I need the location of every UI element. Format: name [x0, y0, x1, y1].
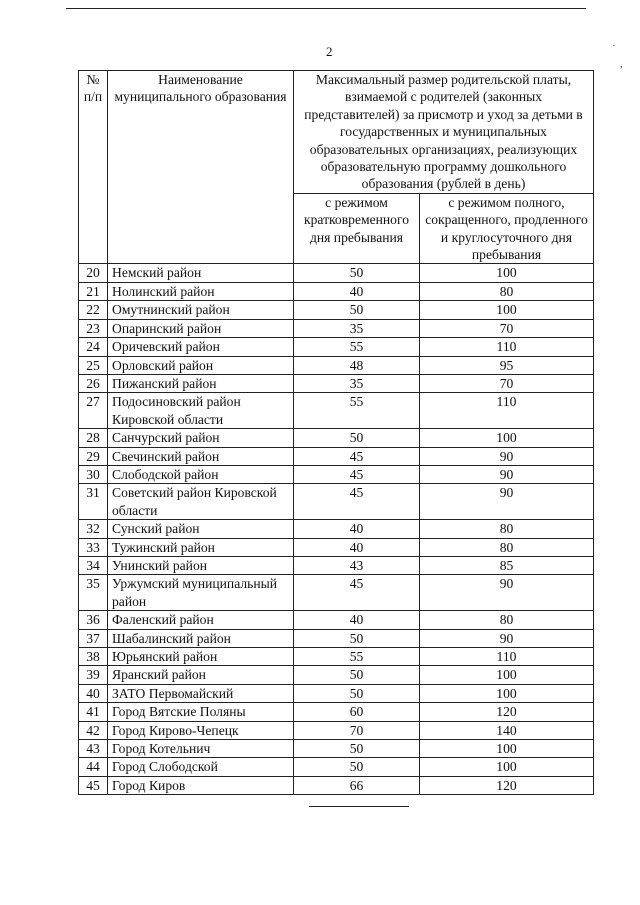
bottom-rule [309, 806, 409, 807]
table-row [79, 465, 594, 483]
full-stay-fee: 100 [420, 429, 594, 447]
table-row [79, 776, 594, 794]
page-number: 2 [326, 44, 333, 59]
district-name: Советский район Кировской области [108, 484, 294, 520]
short-stay-fee: 45 [294, 447, 420, 465]
district-name: Унинский район [108, 556, 294, 574]
table-row [79, 721, 594, 739]
row-number: 27 [79, 393, 108, 429]
full-stay-fee: 90 [420, 575, 594, 611]
short-stay-fee: 45 [294, 575, 420, 611]
row-number: 38 [79, 648, 108, 666]
full-stay-fee: 70 [420, 374, 594, 392]
table-row [79, 282, 594, 300]
fee-table [78, 70, 594, 795]
full-stay-fee: 90 [420, 447, 594, 465]
row-number: 26 [79, 374, 108, 392]
district-name: Город Слободской [108, 758, 294, 776]
short-stay-fee: 55 [294, 648, 420, 666]
short-stay-fee: 66 [294, 776, 420, 794]
row-number: 44 [79, 758, 108, 776]
row-number: 34 [79, 556, 108, 574]
row-number: 28 [79, 429, 108, 447]
district-name: Подосиновский район Кировской области [108, 393, 294, 429]
district-name: Юрьянский район [108, 648, 294, 666]
table-row [79, 556, 594, 574]
table-row [79, 758, 594, 776]
row-number: 29 [79, 447, 108, 465]
district-name: Оричевский район [108, 338, 294, 356]
short-stay-fee: 45 [294, 465, 420, 483]
header-full-stay: с режимом полного, сокращенного, продленного и круглосуточного дня пребывания [420, 193, 594, 264]
short-stay-fee: 70 [294, 721, 420, 739]
scan-mark: , [620, 58, 623, 70]
row-number: 32 [79, 520, 108, 538]
short-stay-fee: 60 [294, 703, 420, 721]
full-stay-fee: 100 [420, 740, 594, 758]
table-row [79, 338, 594, 356]
district-name: Санчурский район [108, 429, 294, 447]
short-stay-fee: 55 [294, 393, 420, 429]
full-stay-fee: 90 [420, 484, 594, 520]
row-number: 20 [79, 264, 108, 282]
short-stay-fee: 40 [294, 520, 420, 538]
full-stay-fee: 110 [420, 393, 594, 429]
district-name: Свечинский район [108, 447, 294, 465]
district-name: Шабалинский район [108, 629, 294, 647]
full-stay-fee: 100 [420, 264, 594, 282]
full-stay-fee: 120 [420, 703, 594, 721]
full-stay-fee: 90 [420, 629, 594, 647]
table-row [79, 484, 594, 520]
short-stay-fee: 40 [294, 282, 420, 300]
district-name: Город Вятские Поляны [108, 703, 294, 721]
short-stay-fee: 50 [294, 301, 420, 319]
header-fee: Максимальный размер родительской платы, взимаемой с родителей (законных представителей) за присмотр и уход за детьми в государственных и муниципальных образовательных организациях, реализующих образовательную программу дошкольного образования (рублей в день) [294, 71, 594, 194]
row-number: 33 [79, 538, 108, 556]
short-stay-fee: 50 [294, 684, 420, 702]
district-name: Слободской район [108, 465, 294, 483]
district-name: Нолинский район [108, 282, 294, 300]
row-number: 35 [79, 575, 108, 611]
district-name: Яранский район [108, 666, 294, 684]
short-stay-fee: 35 [294, 374, 420, 392]
row-number: 36 [79, 611, 108, 629]
header-name: Наименование муниципального образования [108, 71, 294, 264]
full-stay-fee: 80 [420, 538, 594, 556]
table-row [79, 319, 594, 337]
table-row [79, 611, 594, 629]
short-stay-fee: 50 [294, 264, 420, 282]
table-row [79, 374, 594, 392]
table-row [79, 538, 594, 556]
short-stay-fee: 45 [294, 484, 420, 520]
short-stay-fee: 50 [294, 629, 420, 647]
row-number: 45 [79, 776, 108, 794]
full-stay-fee: 100 [420, 666, 594, 684]
table-row [79, 684, 594, 702]
full-stay-fee: 120 [420, 776, 594, 794]
table-row [79, 629, 594, 647]
table-row [79, 666, 594, 684]
header-short-stay: с режимом кратковременного дня пребывания [294, 193, 420, 264]
full-stay-fee: 95 [420, 356, 594, 374]
full-stay-fee: 110 [420, 648, 594, 666]
short-stay-fee: 50 [294, 429, 420, 447]
row-number: 37 [79, 629, 108, 647]
full-stay-fee: 85 [420, 556, 594, 574]
district-name: Пижанский район [108, 374, 294, 392]
district-name: ЗАТО Первомайский [108, 684, 294, 702]
district-name: Город Кирово-Чепецк [108, 721, 294, 739]
district-name: Опаринский район [108, 319, 294, 337]
full-stay-fee: 80 [420, 282, 594, 300]
district-name: Город Киров [108, 776, 294, 794]
full-stay-fee: 140 [420, 721, 594, 739]
full-stay-fee: 80 [420, 611, 594, 629]
table-row [79, 740, 594, 758]
full-stay-fee: 80 [420, 520, 594, 538]
table-row [79, 520, 594, 538]
table-row [79, 575, 594, 611]
short-stay-fee: 50 [294, 758, 420, 776]
table-row [79, 264, 594, 282]
full-stay-fee: 100 [420, 301, 594, 319]
row-number: 31 [79, 484, 108, 520]
district-name: Уржумский муниципальный район [108, 575, 294, 611]
full-stay-fee: 90 [420, 465, 594, 483]
table-row [79, 393, 594, 429]
short-stay-fee: 40 [294, 611, 420, 629]
full-stay-fee: 100 [420, 684, 594, 702]
district-name: Город Котельнич [108, 740, 294, 758]
row-number: 40 [79, 684, 108, 702]
row-number: 23 [79, 319, 108, 337]
scan-mark: · [612, 40, 616, 52]
short-stay-fee: 48 [294, 356, 420, 374]
header-num: № п/п [79, 71, 108, 264]
row-number: 25 [79, 356, 108, 374]
row-number: 42 [79, 721, 108, 739]
row-number: 41 [79, 703, 108, 721]
row-number: 30 [79, 465, 108, 483]
short-stay-fee: 50 [294, 666, 420, 684]
district-name: Сунский район [108, 520, 294, 538]
full-stay-fee: 110 [420, 338, 594, 356]
short-stay-fee: 50 [294, 740, 420, 758]
table-row [79, 356, 594, 374]
district-name: Омутнинский район [108, 301, 294, 319]
row-number: 43 [79, 740, 108, 758]
row-number: 21 [79, 282, 108, 300]
table-row [79, 429, 594, 447]
district-name: Немский район [108, 264, 294, 282]
full-stay-fee: 100 [420, 758, 594, 776]
short-stay-fee: 55 [294, 338, 420, 356]
short-stay-fee: 35 [294, 319, 420, 337]
row-number: 39 [79, 666, 108, 684]
full-stay-fee: 70 [420, 319, 594, 337]
table-row [79, 648, 594, 666]
row-number: 22 [79, 301, 108, 319]
table-body [79, 264, 594, 795]
table-row [79, 703, 594, 721]
short-stay-fee: 43 [294, 556, 420, 574]
short-stay-fee: 40 [294, 538, 420, 556]
table-row [79, 301, 594, 319]
table-row [79, 447, 594, 465]
district-name: Фаленский район [108, 611, 294, 629]
district-name: Орловский район [108, 356, 294, 374]
row-number: 24 [79, 338, 108, 356]
district-name: Тужинский район [108, 538, 294, 556]
top-rule [66, 8, 586, 9]
